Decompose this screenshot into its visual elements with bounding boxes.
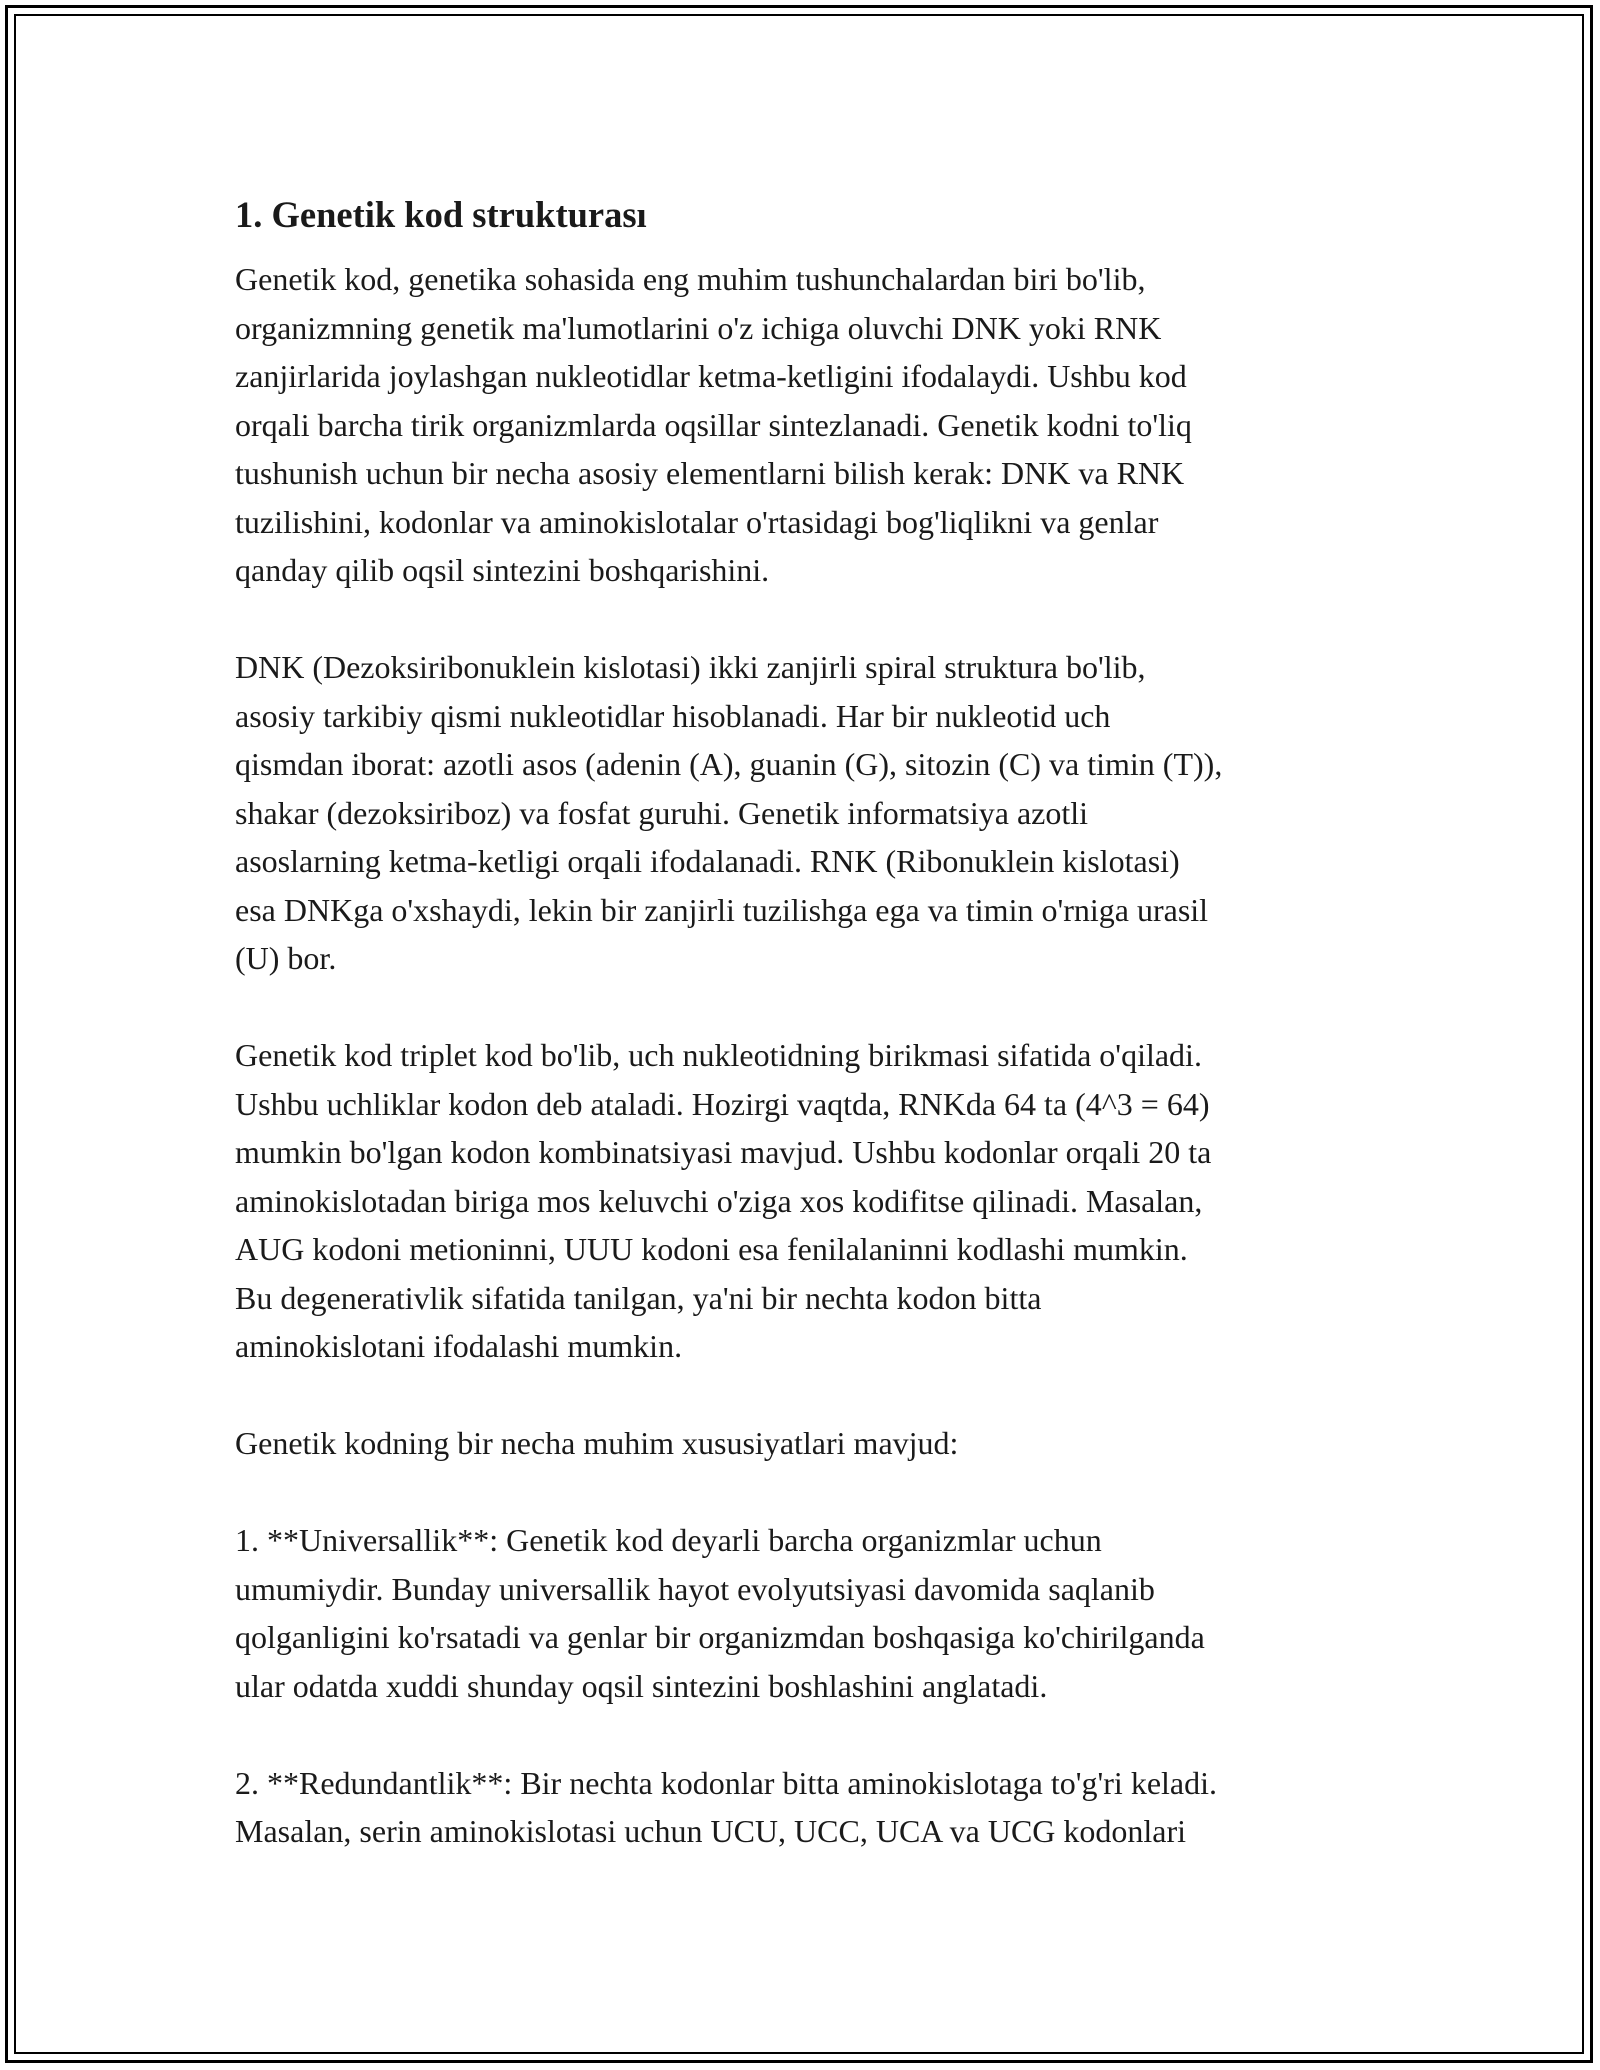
paragraph-triplet-code xyxy=(235,1031,1385,1371)
text-line: qismdan iborat: azotli asos (adenin (A), guanin (G), sitozin (C) va timin (T)), xyxy=(235,746,1223,782)
paragraph-redundancy xyxy=(235,1759,1385,1856)
section-heading: 1. Genetik kod strukturası xyxy=(235,194,647,235)
text-line: umumiydir. Bunday universallik hayot evolyutsiyasi davomida saqlanib xyxy=(235,1570,1155,1607)
text-line: ular odatda xuddi shunday oqsil sintezini boshlashini anglatadi. xyxy=(235,1667,1048,1704)
text-line: asosiy tarkibiy qismi nukleotidlar hisoblanadi. Har bir nukleotid uch xyxy=(235,697,1111,734)
text-line: Genetik kodning bir necha muhim xususiyatlari mavjud: xyxy=(235,1425,959,1461)
text-line: qolganligini ko'rsatadi va genlar bir organizmdan boshqasiga ko'chirilganda xyxy=(235,1619,1205,1655)
text-line: Masalan, serin aminokislotasi uchun UCU, UCC, UCA va UCG kodonlari xyxy=(235,1813,1187,1849)
text-line: aminokislotadan biriga mos keluvchi o'ziga xos kodifitse qilinadi. Masalan, xyxy=(235,1182,1203,1219)
text-line: tushunish uchun bir necha asosiy elementlarni bilish kerak: DNK va RNK xyxy=(235,455,1185,491)
text-line: aminokislotani ifodalashi mumkin. xyxy=(235,1328,683,1364)
paragraph-properties-intro xyxy=(235,1419,1385,1468)
text-line: (U) bor. xyxy=(235,940,337,976)
text-line: Genetik kod triplet kod bo'lib, uch nukleotidning birikmasi sifatida o'qiladi. xyxy=(235,1037,1202,1073)
document-body xyxy=(235,255,1385,1856)
text-line: Genetik kod, genetika sohasida eng muhim tushunchalardan biri bo'lib, xyxy=(235,261,1146,297)
text-line: 2. **Redundantlik**: Bir nechta kodonlar bitta aminokislotaga to'g'ri keladi. xyxy=(235,1764,1217,1801)
paragraph-genetic-code-intro xyxy=(235,255,1385,595)
text-line: asoslarning ketma-ketligi orqali ifodalanadi. RNK (Ribonuklein kislotasi) xyxy=(235,843,1180,879)
paragraph-universality xyxy=(235,1516,1385,1710)
text-line: orqali barcha tirik organizmlarda oqsillar sintezlanadi. Genetik kodni to'liq xyxy=(235,406,1192,443)
text-line: AUG kodoni metioninni, UUU kodoni esa fenilalaninni kodlashi mumkin. xyxy=(235,1231,1188,1267)
text-line: tuzilishini, kodonlar va aminokislotalar o'rtasidagi bog'liqlikni va genlar xyxy=(235,503,1159,540)
text-line: Ushbu uchliklar kodon deb ataladi. Hozirgi vaqtda, RNKda 64 ta (4^3 = 64) xyxy=(235,1085,1210,1122)
text-line: DNK (Dezoksiribonuklein kislotasi) ikki zanjirli spiral struktura bo'lib, xyxy=(235,649,1146,685)
text-line: Bu degenerativlik sifatida tanilgan, ya'ni bir nechta kodon bitta xyxy=(235,1279,1042,1316)
document-content xyxy=(235,185,1385,1904)
text-line: 1. **Universallik**: Genetik kod deyarli barcha organizmlar uchun xyxy=(235,1522,1102,1558)
text-line: esa DNKga o'xshaydi, lekin bir zanjirli tuzilishga ega va timin o'rniga urasil xyxy=(235,891,1209,928)
text-line: organizmning genetik ma'lumotlarini o'z ichiga oluvchi DNK yoki RNK xyxy=(235,309,1162,346)
text-line: zanjirlarida joylashgan nukleotidlar ketma-ketligini ifodalaydi. Ushbu kod xyxy=(235,358,1187,394)
text-line: mumkin bo'lgan kodon kombinatsiyasi mavjud. Ushbu kodonlar orqali 20 ta xyxy=(235,1134,1212,1170)
text-line: shakar (dezoksiriboz) va fosfat guruhi. Genetik informatsiya azotli xyxy=(235,794,1089,831)
text-line: qanday qilib oqsil sintezini boshqarishini. xyxy=(235,552,770,588)
paragraph-dna-rna xyxy=(235,643,1385,983)
